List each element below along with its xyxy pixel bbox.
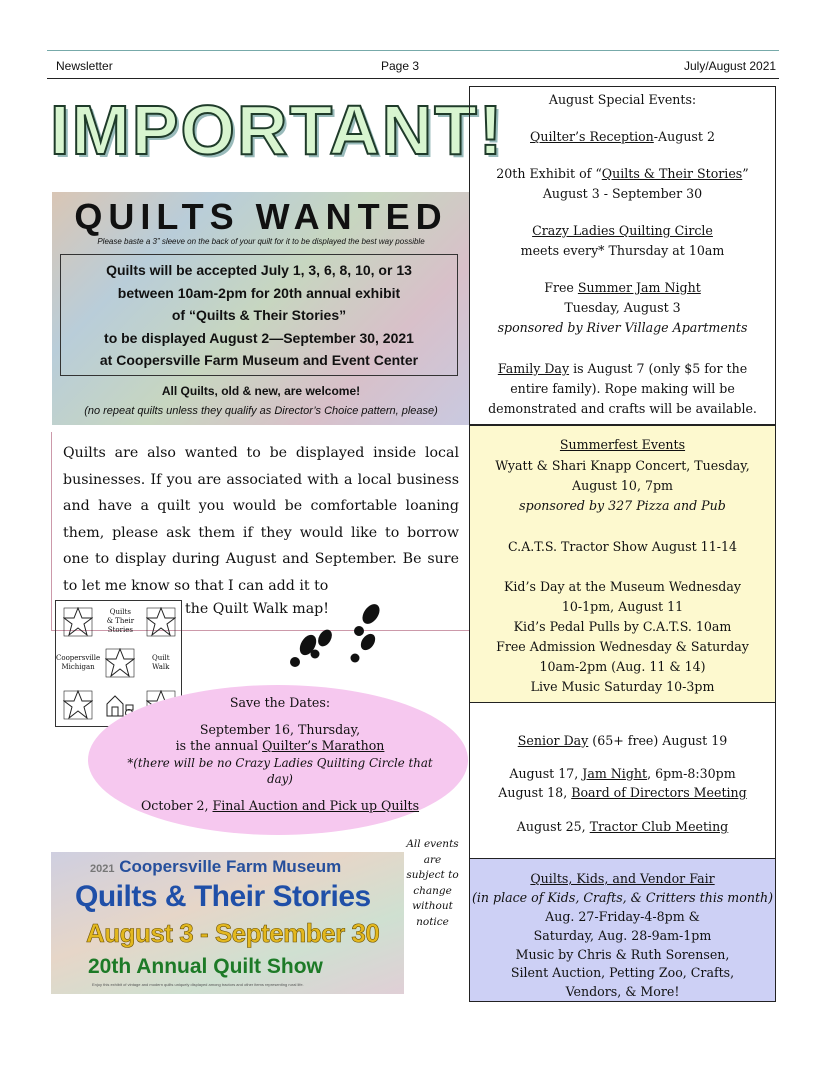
text: October 2, [140,797,213,813]
vendor-fair-line: Saturday, Aug. 28-9am-1pm [533,928,712,943]
summerfest-line: August 10, 7pm [572,478,673,493]
family-day-line2: entire family). Rope making will be [510,381,735,396]
details-line: to be displayed August 2—September 30, 2021 [104,329,414,346]
vendor-fair-line: Aug. 27-Friday-4-8pm & [545,909,700,924]
jam-night-aug17 [469,764,776,784]
text: 20th Exhibit of “ [496,166,602,181]
jam-night-sponsor: sponsored by River Village Apartments [497,320,748,335]
vendor-fair-line: Vendors, & More! [565,984,680,999]
summerfest-line: 10-1pm, August 11 [561,599,684,614]
all-events-note: All events are subject to change without notice [406,838,459,928]
exhibit-dates: August 3 - September 30 [542,186,703,201]
banner-year: 2021 [90,863,115,875]
header-page-number: Page 3 [381,59,420,73]
banner-dates: August 3 - September 30 [86,918,380,948]
banner-title: Quilts & Their Stories [75,880,371,913]
board-meeting-line [469,783,776,803]
family-day-line3: demonstrated and crafts will be available. [488,401,757,416]
repeat-quilts-note: (no repeat quilts unless they qualify as Director’s Choice pattern, please) [84,405,438,417]
header-newsletter: Newsletter [56,59,113,73]
quilts-wanted-title: QUILTS WANTED [74,196,448,237]
text: ” [742,166,749,181]
summerfest-line: C.A.T.S. Tractor Show August 11-14 [508,539,737,554]
save-dates-title: Save the Dates: [229,695,331,710]
summerfest-heading: Summerfest Events [559,437,686,452]
text: (65+ free) August 19 [588,733,728,748]
text: -August 2 [653,129,715,144]
save-the-dates [120,695,440,814]
map-label-quilts: Quilts & Their Stories [106,608,135,635]
banner-museum-name: Coopersville Farm Museum [119,857,342,876]
summerfest-line: 10am-2pm (Aug. 11 & 14) [539,659,706,674]
details-line: between 10am-2pm for 20th annual exhibit [117,284,401,301]
map-label-walk: Quilt Walk [152,654,170,672]
summerfest-sponsor: sponsored by 327 Pizza and Pub [519,498,726,513]
board-meeting-link[interactable]: Board of Directors Meeting [571,785,747,800]
save-dates-line: September 16, Thursday, [199,721,361,737]
map-label-location: Coopersville Michigan [56,654,101,672]
text: Free [544,280,578,295]
quilts-stories-link[interactable]: Quilts & Their Stories [601,166,743,181]
header-date: July/August 2021 [684,59,777,73]
crazy-ladies-line [469,221,776,241]
important-heading: IMPORTANT! [50,91,505,169]
summerfest-line: Kid’s Pedal Pulls by C.A.T.S. 10am [513,619,732,634]
details-line: Quilts will be accepted July 1, 3, 6, 8, 10, or 13 [106,262,412,278]
save-dates-note: *(there will be no Crazy Ladies Quilting Circle that day) [127,755,433,786]
vendor-fair-heading: Quilts, Kids, and Vendor Fair [530,871,715,886]
footprints-icon [283,600,393,672]
text: August 25, [516,819,590,834]
tractor-club-line [469,817,776,837]
text: August 17, [509,766,583,781]
save-dates-line [120,798,440,815]
vendor-fair-line: Silent Auction, Petting Zoo, Crafts, [510,965,735,980]
header-rule [47,78,779,79]
save-dates-line [120,738,440,755]
jam-night-line [469,278,776,298]
quilt-walk-text: the Quilt Walk map! [185,601,329,617]
banner-show: 20th Annual Quilt Show [88,955,323,978]
text: , 6pm-8:30pm [647,766,736,781]
all-quilts-welcome: All Quilts, old & new, are welcome! [161,384,361,398]
jam-night-link[interactable]: Jam Night [582,766,648,781]
family-day-link[interactable]: Family Day [497,361,570,376]
banner-museum [90,857,390,877]
businesses-paragraph: Quilts are also wanted to be displayed inside local businesses. If you are associated with a local business and have a quilt you would be comfortable loaning them, please ask them if they would like to borrow one to display during August and September. Be sure to let me know so that I can add it to [63,445,459,594]
quilts-wanted-details [60,254,458,376]
august-events-heading: August Special Events: [548,92,697,107]
text: August 18, [498,785,572,800]
star-quilt-icon [100,643,140,685]
details-line: at Coopersville Farm Museum and Event Center [99,352,419,368]
quilts-wanted-subtitle: Please baste a 3” sleeve on the back of your quilt for it to be displayed the best way possible [97,237,425,246]
crazy-ladies-time: meets every* Thursday at 10am [520,243,725,258]
text: is the annual [175,738,263,753]
reception-line [469,127,776,147]
banner-fine-print: Enjoy this exhibit of vintage and modern quilts uniquely displayed among tractors and other items representing rural life. [92,982,304,987]
exhibit-line [469,164,776,184]
text: is August 7 (only $5 for the [569,361,748,376]
summerfest-line: Free Admission Wednesday & Saturday [496,639,749,654]
vendor-fair-sub: (in place of Kids, Crafts, & Critters this month) [471,890,774,905]
details-line: of “Quilts & Their Stories” [171,307,347,323]
quilters-reception-link[interactable]: Quilter’s Reception [530,129,654,144]
crazy-ladies-link[interactable]: Crazy Ladies Quilting Circle [532,223,713,238]
final-auction-link[interactable]: Final Auction and Pick up Quilts [212,797,420,813]
tractor-club-link[interactable]: Tractor Club Meeting [589,819,729,834]
summerfest-line: Live Music Saturday 10-3pm [530,679,715,694]
summer-jam-link[interactable]: Summer Jam Night [577,280,701,295]
senior-day-line [469,731,776,751]
star-quilt-icon [56,601,100,643]
summerfest-line: Kid’s Day at the Museum Wednesday [503,579,741,594]
jam-night-date: Tuesday, August 3 [564,300,681,315]
senior-day-link[interactable]: Senior Day [517,733,589,748]
vendor-fair-line: Music by Chris & Ruth Sorensen, [515,947,730,962]
star-quilt-icon [141,601,181,643]
summerfest-line: Wyatt & Shari Knapp Concert, Tuesday, [495,458,750,473]
family-day-line [469,359,776,379]
star-quilt-icon [56,684,100,726]
quilters-marathon-link[interactable]: Quilter’s Marathon [262,738,385,753]
top-rule [47,50,779,51]
